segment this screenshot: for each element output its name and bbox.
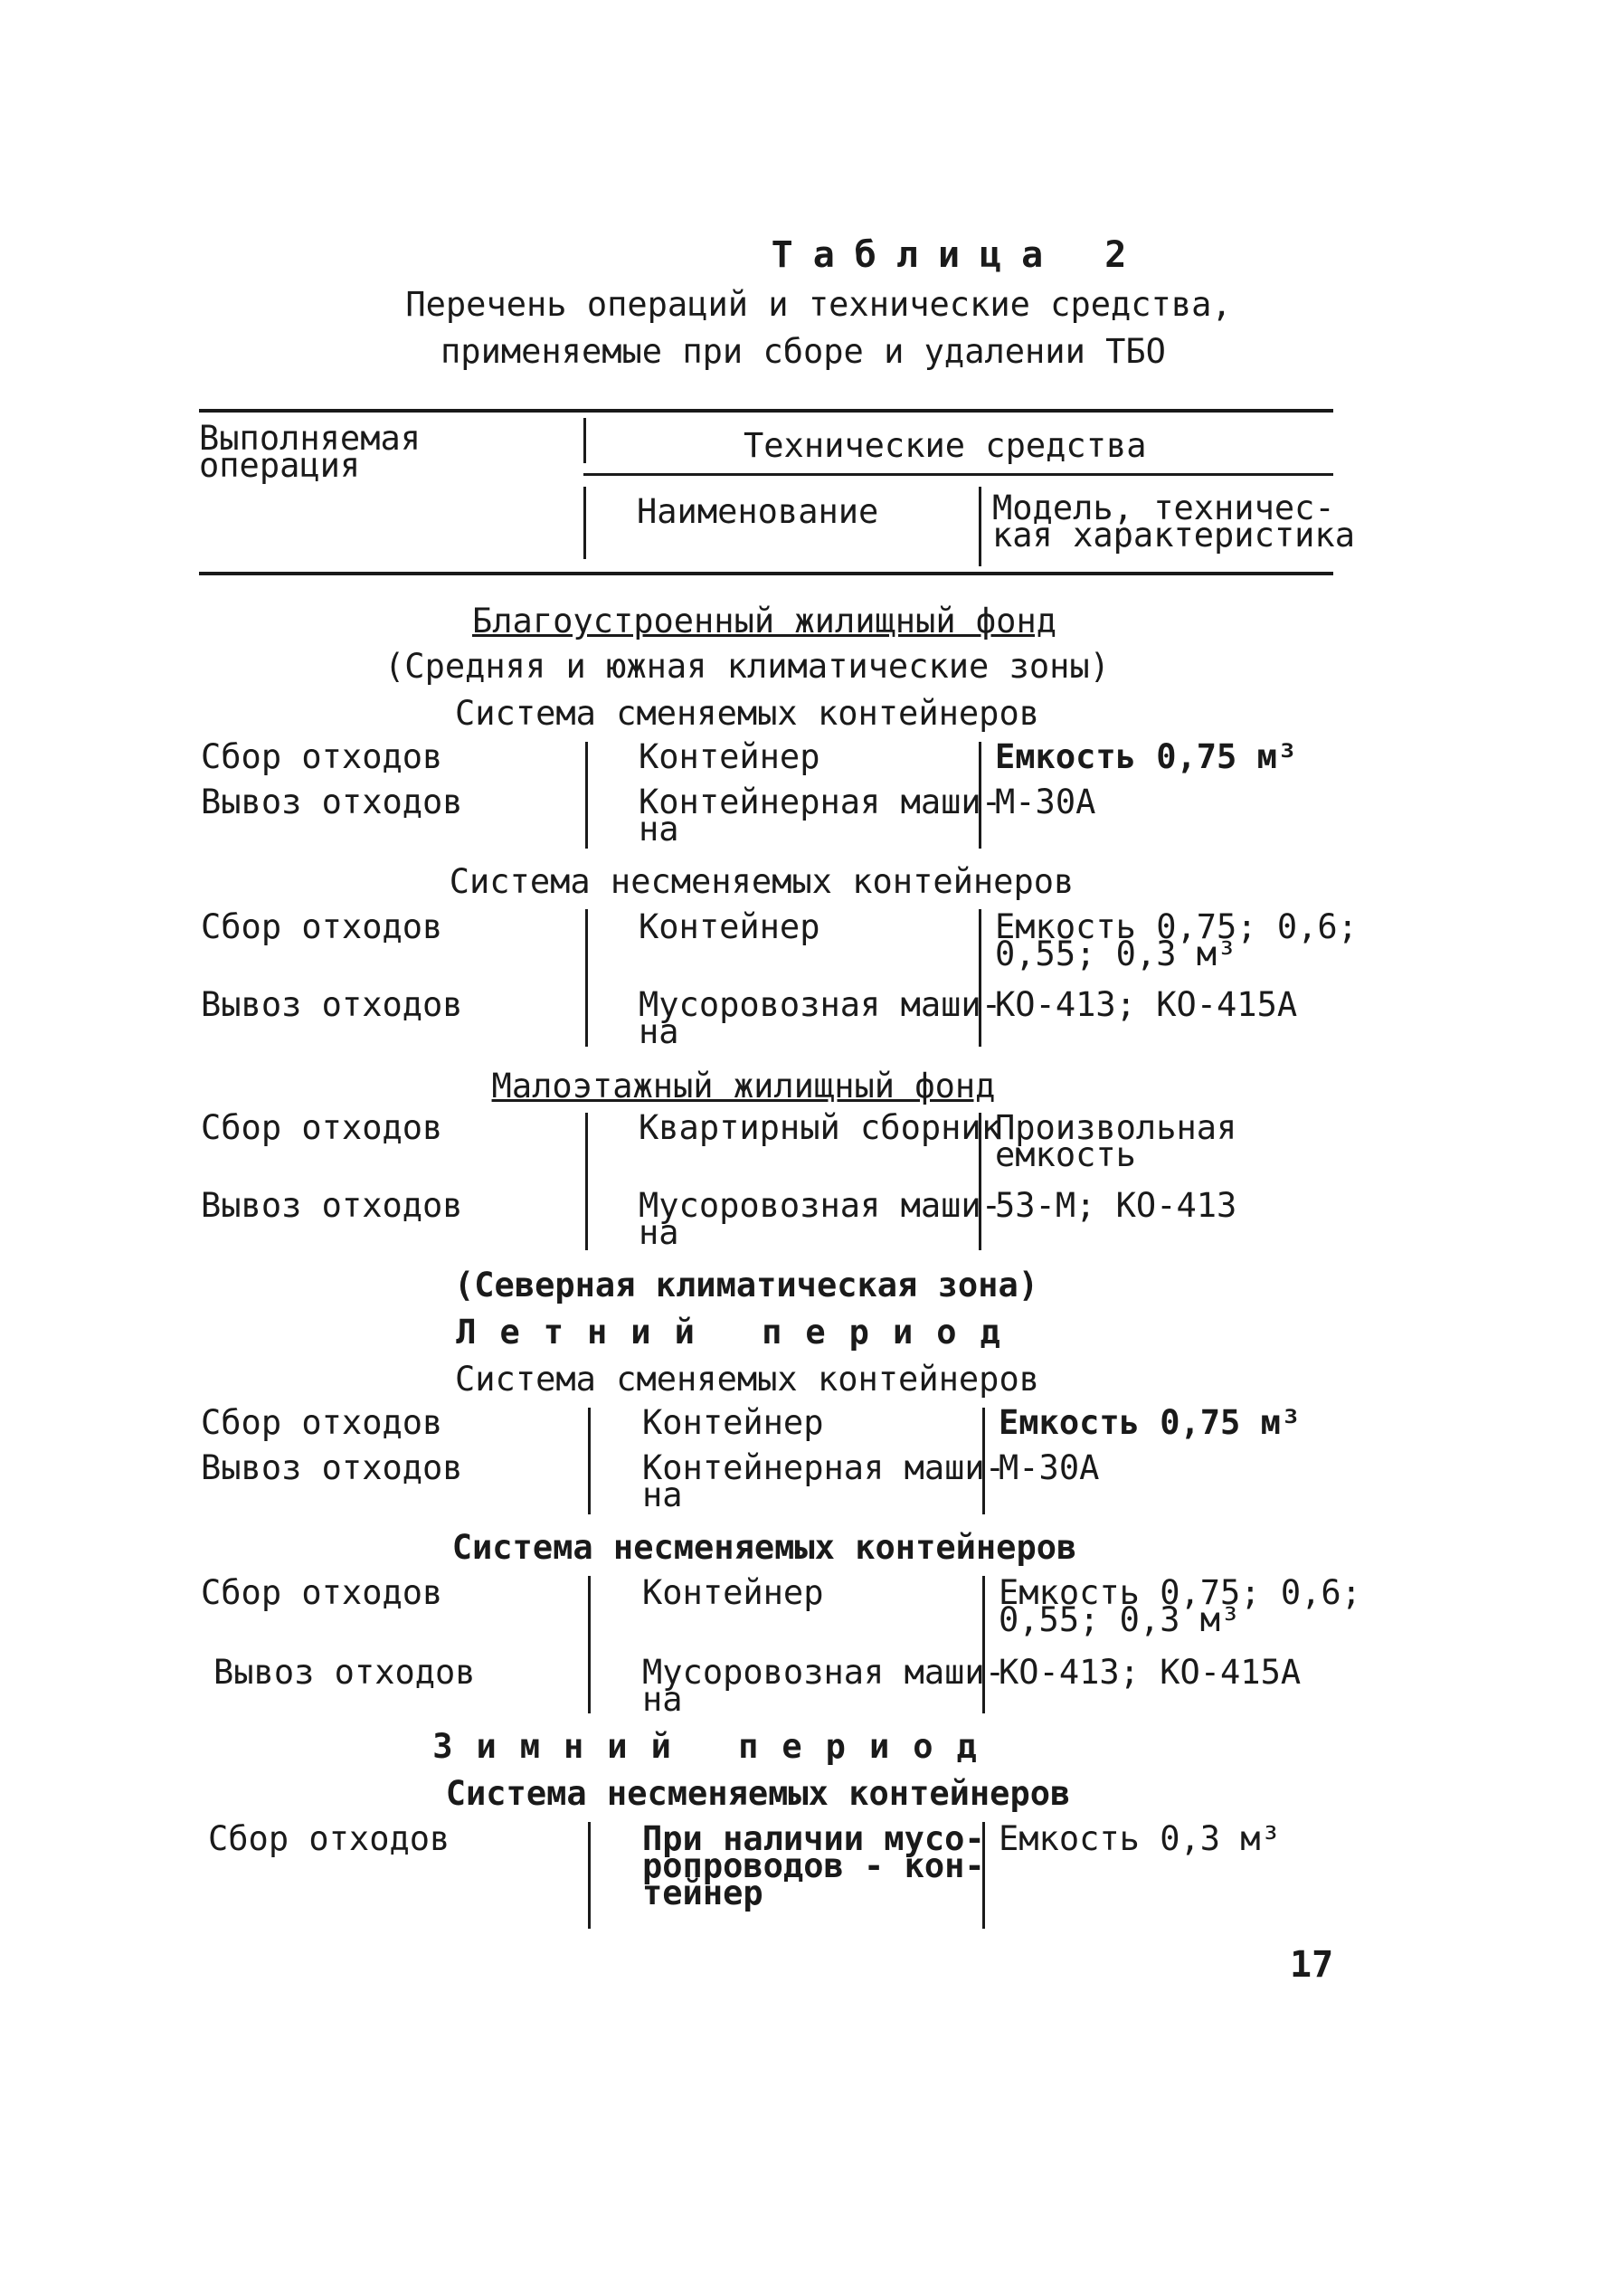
system-heading: Система несменяемых контейнеров [445, 1774, 1071, 1813]
table-row-operation: Сбор отходов [201, 1573, 443, 1612]
table-row-model: М-30А [999, 1448, 1100, 1487]
table-row-model: М-30А [995, 783, 1096, 821]
column-divider [588, 1822, 591, 1929]
table-row-model: КО-413; КО-415А [999, 1653, 1302, 1692]
column-divider [585, 742, 588, 849]
table-row-name: Мусоровозная маши- на [639, 1186, 1001, 1252]
page-number: 17 [1290, 1944, 1334, 1986]
table-row-name: При наличии мусо- ропроводов - кон- тейнер [642, 1819, 985, 1912]
table-row-operation: Сбор отходов [201, 907, 443, 946]
header-divider-2 [583, 487, 586, 559]
table-row-model: Емкость 0,75; 0,6; 0,55; 0,3 м³ [995, 907, 1358, 973]
table-row-model: Произвольная емкость [995, 1108, 1237, 1174]
system-heading: Система несменяемых контейнеров [449, 862, 1075, 901]
section-subtitle: (Северная климатическая зона) [453, 1266, 1039, 1305]
table-row-name: Контейнер [639, 907, 820, 946]
table-row-model: Емкость 0,75 м³ [999, 1403, 1302, 1442]
header-tech-means: Технические средства [744, 426, 1147, 465]
column-divider [585, 909, 588, 1047]
column-divider [588, 1576, 591, 1713]
header-name: Наименование [637, 492, 879, 531]
header-operation: Выполняемая операция [199, 419, 422, 485]
table-row-operation: Вывоз отходов [201, 985, 463, 1024]
column-divider [585, 1113, 588, 1250]
table-row-operation: Сбор отходов [201, 737, 443, 776]
table-row-model: Емкость 0,75; 0,6; 0,55; 0,3 м³ [999, 1573, 1361, 1639]
table-row-name: Контейнерная маши- на [642, 1448, 1005, 1514]
header-model: Модель, техничес- кая характеристика [992, 489, 1355, 555]
table-label: Таблица 2 [771, 234, 1147, 276]
table-row-operation: Вывоз отходов [201, 1448, 463, 1487]
table-row-model: КО-413; КО-415А [995, 985, 1298, 1024]
system-heading: Система сменяемых контейнеров [454, 1360, 1040, 1399]
table-row-name: Контейнер [642, 1573, 824, 1612]
table-row-operation: Вывоз отходов [201, 783, 463, 821]
header-bottom-rule [199, 572, 1333, 575]
table-row-operation: Сбор отходов [201, 1108, 443, 1147]
table-row-name: Контейнерная маши- на [639, 783, 1001, 849]
table-row-operation: Сбор отходов [208, 1819, 450, 1858]
table-row-name: Мусоровозная маши- на [642, 1653, 1005, 1719]
table-row-operation: Вывоз отходов [201, 1186, 463, 1225]
table-row-operation: Вывоз отходов [213, 1653, 476, 1692]
table-row-name: Мусоровозная маши- на [639, 985, 1001, 1051]
table-row-operation: Сбор отходов [201, 1403, 443, 1442]
section-subtitle: (Средняя и южная климатические зоны) [384, 647, 1110, 686]
system-heading: Система сменяемых контейнеров [454, 694, 1040, 733]
period-heading-summer: Летний период [456, 1313, 1024, 1352]
section-title: Малоэтажный жилищный фонд [491, 1067, 996, 1105]
table-row-name: Контейнер [642, 1403, 824, 1442]
table-title-line-1: Перечень операций и технические средства, [405, 285, 1232, 324]
header-divider-1 [583, 418, 586, 463]
period-heading-winter: Зимний период [432, 1727, 1000, 1766]
table-row-model: 53-М; КО-413 [995, 1186, 1237, 1225]
header-divider-3 [979, 487, 981, 566]
table-row-name: Контейнер [639, 737, 820, 776]
table-title-line-2: применяемые при сборе и удалении ТБО [441, 332, 1166, 371]
system-heading: Система несменяемых контейнеров [451, 1528, 1077, 1567]
column-divider [588, 1408, 591, 1514]
table-row-model: Емкость 0,3 м³ [999, 1819, 1281, 1858]
header-inner-rule [583, 473, 1333, 476]
section-title: Благоустроенный жилищный фонд [471, 602, 1057, 640]
table-row-model: Емкость 0,75 м³ [995, 737, 1298, 776]
table-row-name: Квартирный сборник [639, 1108, 1001, 1147]
table-top-rule [199, 409, 1333, 413]
